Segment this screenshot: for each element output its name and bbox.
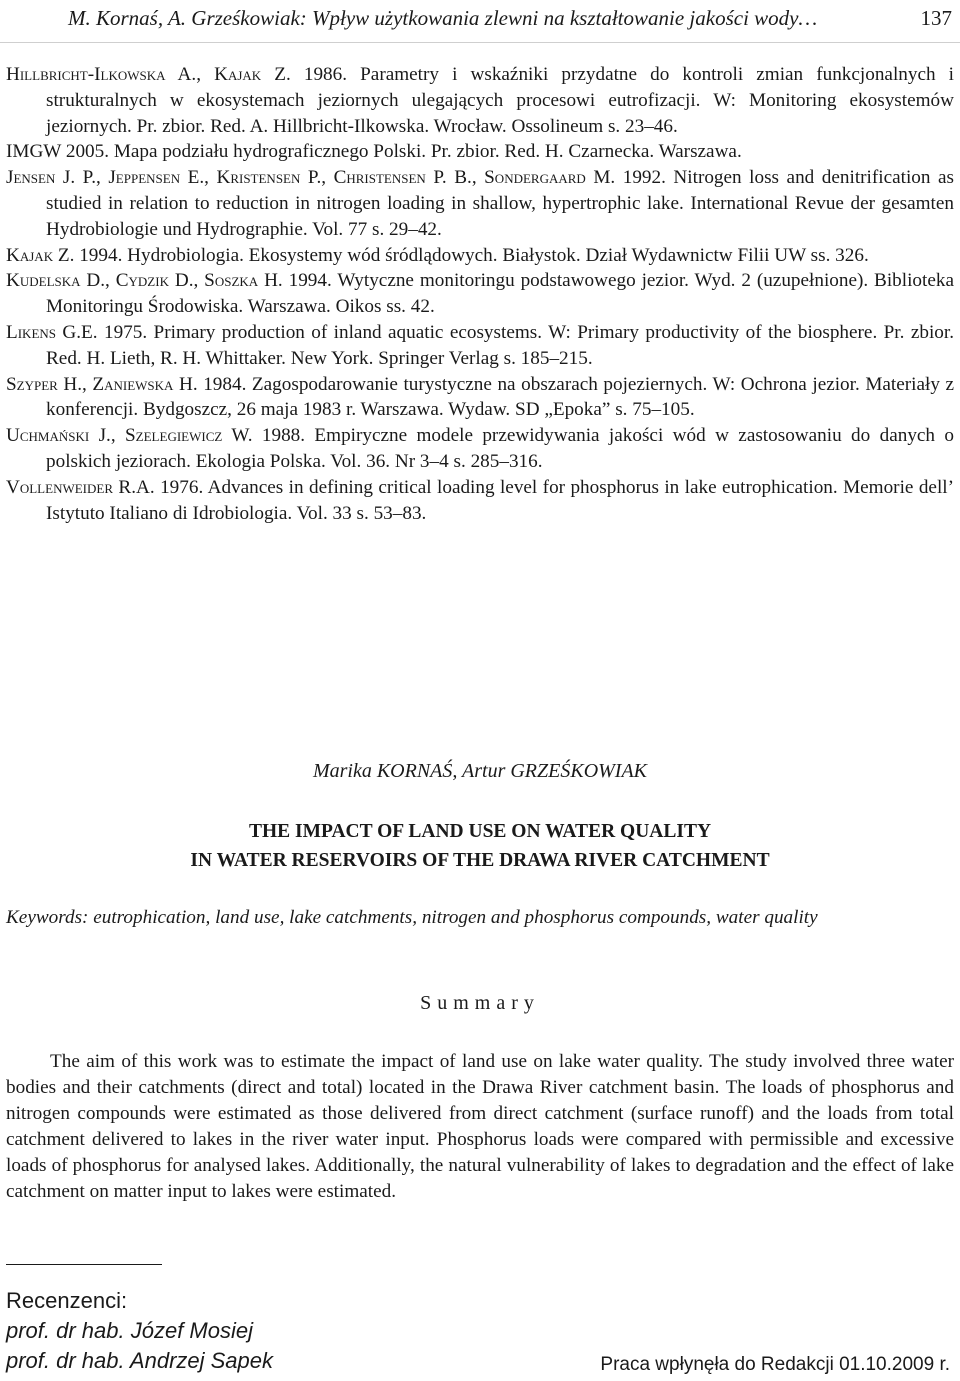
reference-list [6,62,954,526]
reference-entry [6,62,954,139]
reference-text: 1984. Zagospodarowanie turystyczne na obszarach pojeziernych. W: Ochrona jezior. Materiały z konferencji. Bydgoszcz, 26 maja 1983 r. Warszawa. Wydaw. SD „Epoka” s. 75–105. [46,373,954,421]
reference-entry [6,268,954,320]
reference-entry [6,243,954,269]
reference-authors: Uchmański J., Szelegiewicz W. [6,425,253,447]
reference-authors: Kajak Z. [6,244,75,266]
reference-entry [6,423,954,475]
reference-authors: Szyper H., Zaniewska H. [6,373,198,395]
reviewer-name: prof. dr hab. Andrzej Sapek [6,1348,274,1373]
reference-authors: Likens G.E. [6,321,98,343]
reviewer-name: prof. dr hab. Józef Mosiej [6,1318,254,1343]
reference-authors: Hillbricht-Ilkowska A., Kajak Z. [6,64,291,85]
reference-entry [6,139,954,165]
keywords: Keywords: eutrophication, land use, lake catchments, nitrogen and phosphorus compounds, water quality [6,907,818,928]
reference-authors: Kudelska D., Cydzik D., Soszka H. [6,270,283,292]
reviewers-label: Recenzenci: [6,1288,128,1313]
page-number: 137 [920,6,952,30]
article-title [0,817,960,875]
reference-text: 1976. Advances in defining critical loading level for phosphorus in lake eutrophication. Memorie dell’ Istytuto Italiano di Idrobiologia. Vol. 33 s. 53–83. [46,476,954,524]
reference-text: 1986. Parametry i wskaźniki przydatne do kontroli zmian funkcjonalnych i strukturalnych w ekosystemach jeziornych ulegających procesowi eutrofizacji. W: Monitoring ekosystemów jeziornych. Pr. zbior. Red. A. Hillbricht-Ilkowska. Wrocław. Ossolineum s. 23–46. [46,64,954,137]
received-date: Praca wpłynęła do Redakcji 01.10.2009 r. [600,1354,950,1375]
article-authors: Marika KORNAŚ, Artur GRZEŚKOWIAK [312,760,648,782]
title-line-1: THE IMPACT OF LAND USE ON WATER QUALITY [248,821,712,842]
reference-text: 1994. Hydrobiologia. Ekosystemy wód śródlądowych. Białystok. Dział Wydawnictw Filii UW ss. 326. [74,244,869,266]
reference-authors: Vollenweider R.A. [6,476,155,498]
running-title: M. Kornaś, A. Grześkowiak: Wpływ użytkowania zlewni na kształtowanie jakości wody… [68,6,818,30]
reference-authors: Jensen J. P., Jeppensen E., Kristensen P., Christensen P. B., Sondergaard M. [6,167,616,189]
running-header [68,4,952,32]
reference-text: 1992. Nitrogen loss and denitrification as studied in relation to reduction in nitrogen loading in shallow, hypertrophic lake. International Revue der gesamten Hydrobiologie und Hydrographie. Vol. 77 s. 29–42. [46,167,954,240]
reference-text: IMGW 2005. Mapa podziału hydrograficznego Polski. Pr. zbior. Red. H. Czarnecka. Warszawa. [6,141,742,163]
reference-text: 1988. Empiryczne modele przewidywania jakości wód w zastosowaniu do danych o polskich jeziorach. Ekologia Polska. Vol. 36. Nr 3–4 s. 285–316. [46,425,954,472]
reference-entry [6,165,954,242]
summary-text: The aim of this work was to estimate the impact of land use on lake water quality. The study involved three water bodies and their catchments (direct and total) located in the Drawa River catchment basin. The loads of phosphorus and nitrogen compounds were estimated as those delivered from direct catchment (surface runoff) and the loads from total catchment delivered to lakes in the river water input. Phosphorus loads were compared with permissible and excessive loads of phosphorus for analysed lakes. Additionally, the natural vulnerability of lakes to degradation and the effect of lake catchment on matter input to lakes were estimated. [6,1051,954,1202]
header-divider [0,42,960,43]
title-line-2: IN WATER RESERVOIRS OF THE DRAWA RIVER CATCHMENT [190,850,770,871]
footnote-divider [6,1264,162,1265]
reviewers-block [6,1286,506,1376]
reference-text: 1994. Wytyczne monitoringu podstawowego jezior. Wyd. 2 (uzupełnione). Biblioteka Monitoringu Środowiska. Warszawa. Oikos ss. 42. [46,270,954,318]
summary-heading: Summary [420,992,540,1014]
reference-entry [6,372,954,424]
reference-entry [6,475,954,527]
reference-entry [6,320,954,372]
reference-text: 1975. Primary production of inland aquatic ecosystems. W: Primary productivity of the biosphere. Pr. zbior. Red. H. Lieth, R. H. Whittaker. New York. Springer Verlag s. 185–215. [46,321,954,369]
